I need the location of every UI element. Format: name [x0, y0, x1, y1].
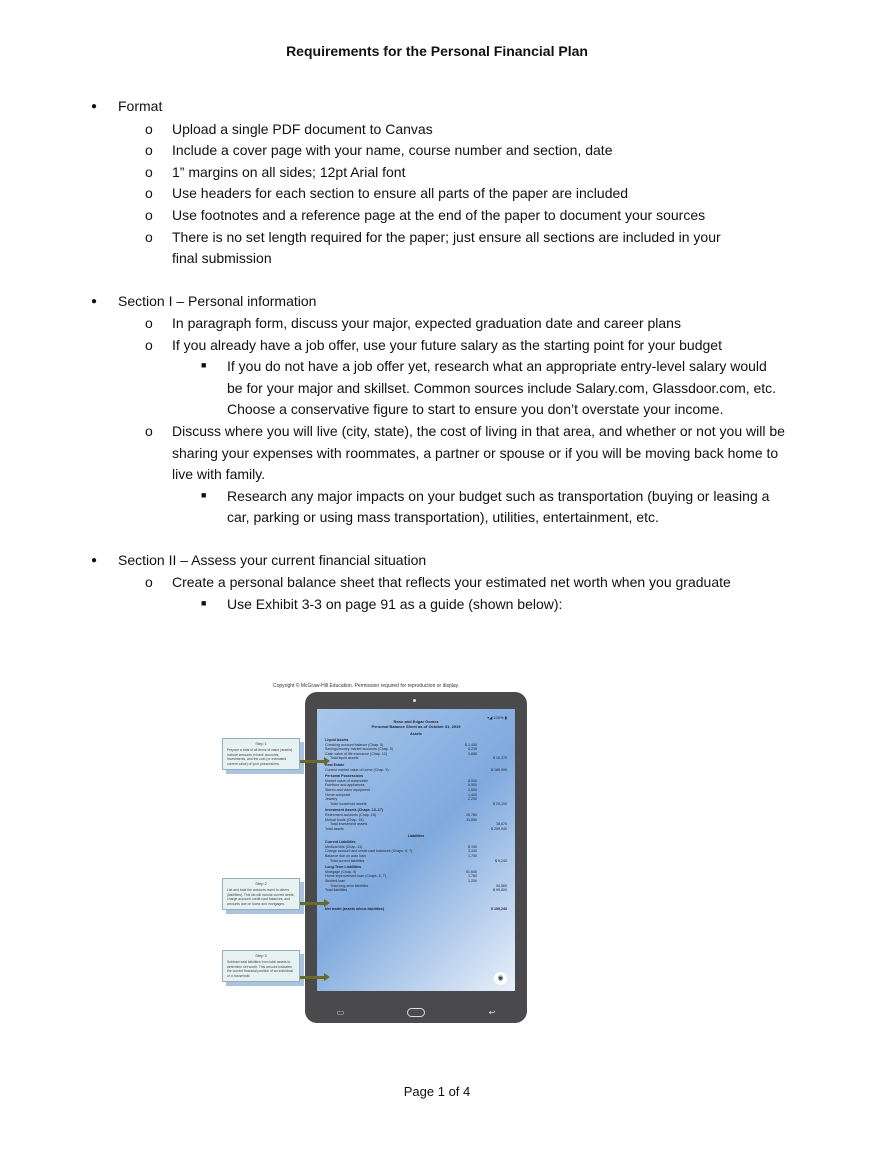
assets-heading: Assets [410, 732, 422, 736]
circle-bullet-icon: o [145, 422, 153, 439]
back-icon: ↩ [488, 1008, 496, 1017]
sheet-row [325, 859, 507, 864]
row-label: Student loan [325, 879, 346, 884]
recent-apps-icon: ▭ [336, 1008, 345, 1017]
row-amount: 5,900 [468, 783, 477, 788]
section-heading: Format [118, 98, 163, 114]
circle-bullet-icon: o [145, 336, 153, 353]
row-label: Liquid Assets [325, 738, 349, 742]
item-text: Use headers for each section to ensure all parts of the paper are included [172, 185, 629, 202]
row-label: Balance due on auto loan [325, 854, 366, 859]
row-amount: 1,200 [468, 879, 477, 884]
tablet-image [305, 692, 527, 1023]
item-text: Research any major impacts on your budget such as transportation (buying or leasing a car, parking or using mass transportation), utilities, entertainment, etc. [227, 487, 770, 526]
row-total: $ 5,240 [495, 858, 507, 863]
row-total: $ 20,100 [493, 801, 507, 806]
assets-list [325, 738, 507, 831]
row-amount: 1,750 [468, 854, 477, 859]
section-personal-information [0, 291, 785, 529]
row-amount: $ 1,450 [465, 742, 477, 747]
sheet-row [325, 768, 507, 773]
row-label: Total liabilities [325, 888, 348, 893]
row-label: Current Liabilities [325, 840, 356, 845]
section-financial-situation [0, 550, 780, 615]
square-bullet-icon: ■ [201, 489, 207, 500]
row-amount: 3,340 [468, 849, 477, 854]
step-3-box [222, 950, 300, 982]
battery-text: 100% [493, 715, 504, 720]
row-label: Current market value of home (Chap. 9) [325, 767, 389, 772]
list-item [0, 356, 785, 421]
bullet-icon: ● [91, 555, 98, 567]
row-total: $ 189,900 [491, 767, 507, 772]
item-text: Discuss where you will live (city, state), the cost of living in that area, and whether or not you will be sharing your expenses with roommates, a partner or spouse or if you will be moving back home to live with family. [172, 422, 785, 483]
row-label: Home improvement loan (Chaps. 6, 7) [325, 874, 386, 879]
circle-bullet-icon: o [145, 228, 153, 245]
row-label: Mortgage (Chap. 9) [325, 869, 357, 874]
arrow-icon [300, 976, 325, 979]
bullet-icon: ● [91, 296, 98, 308]
row-label: Total investment assets [330, 822, 368, 827]
item-text: Upload a single PDF document to Canvas [172, 120, 433, 137]
row-label: Mutual funds (Chap. 16) [325, 817, 364, 822]
row-label: Stereo and video equipment [325, 787, 370, 792]
row-amount: 5,235 [468, 747, 477, 752]
row-amount: 8,000 [468, 778, 477, 783]
copyright-notice: Copyright © McGraw-Hill Education. Permission required for reproduction or display. [273, 683, 460, 689]
row-amount [437, 859, 477, 864]
row-label: Jewelry [325, 797, 338, 802]
sheet-row [325, 827, 507, 832]
page-title: Requirements for the Personal Financial Plan [286, 43, 588, 59]
row-amount [437, 888, 477, 893]
camera-dot [413, 699, 416, 702]
row-label: Total assets [325, 826, 344, 831]
status-bar: ▾◢ 100% ▮ [487, 715, 507, 720]
row-label: Home computer [325, 792, 351, 797]
row-total: $ 159,240 [491, 906, 507, 911]
camera-icon: ◉ [494, 972, 507, 985]
circle-bullet-icon: o [145, 120, 153, 137]
arrow-icon [300, 760, 325, 763]
row-total: 38,670 [496, 822, 507, 827]
row-label: Total household assets [330, 801, 367, 806]
net-worth-row [325, 907, 507, 912]
row-label: Net worth (assets minus liabilities) [325, 906, 385, 911]
list-item [0, 119, 780, 141]
circle-bullet-icon: o [145, 163, 153, 180]
square-bullet-icon: ■ [201, 597, 207, 608]
row-amount: 1,400 [468, 792, 477, 797]
row-total: $ 99,800 [493, 888, 507, 893]
section-format [0, 96, 780, 270]
list-item [0, 486, 790, 529]
step-1-box [222, 738, 300, 770]
step-heading: Step 3 [255, 953, 267, 958]
row-amount: 11,890 [466, 817, 477, 822]
step-text: Subtract total liabilities from total assets to determine net worth. This amount indicates the current financial position of an individual or a household. [227, 960, 293, 978]
row-amount: $ 150 [468, 844, 477, 849]
row-label: Total current liabilities [330, 858, 365, 863]
step-2-box [222, 878, 300, 910]
sheet-row [325, 802, 507, 807]
step-heading: Step 2 [255, 881, 267, 886]
row-label: Investment Assets (Chaps. 13–17) [325, 808, 383, 813]
liabilities-heading: Liabilities [407, 834, 425, 839]
item-text: If you already have a job offer, use your future salary as the starting point for your budget [172, 336, 722, 353]
row-total: $ 10,370 [493, 756, 507, 761]
balance-sheet-screen [317, 709, 515, 991]
row-label: Real Estate [325, 762, 345, 767]
section-heading: Section I – Personal information [118, 293, 317, 310]
item-text: Use footnotes and a reference page at the end of the paper to document your sources [172, 206, 706, 223]
item-text: If you do not have a job offer yet, research what an appropriate entry-level salary would be for your major and skillset. Common sources include Salary.com, Glassdoor.com, etc. Choose a conservative figure to start to ensure you don’t overstate your income. [227, 358, 777, 418]
home-button-icon [407, 1008, 425, 1017]
row-label: Personal Possessions [325, 774, 364, 779]
list-item [0, 335, 730, 357]
circle-bullet-icon: o [145, 574, 153, 591]
row-amount: 2,600 [468, 787, 477, 792]
arrow-icon [300, 902, 325, 905]
list-item [0, 594, 780, 616]
sheet-name: Rose and Edgar Gomez [393, 719, 439, 724]
list-item [0, 421, 790, 486]
row-label: Savings/money market accounts (Chap. 5) [325, 747, 393, 752]
page-number: Page 1 of 4 [403, 1084, 471, 1099]
sheet-subtitle: Personal Balance Sheet as of October 31, 2019 [371, 724, 461, 729]
row-amount [437, 802, 477, 807]
circle-bullet-icon: o [145, 206, 153, 223]
sheet-row [325, 888, 507, 893]
list-item [0, 140, 780, 162]
item-text: Use Exhibit 3-3 on page 91 as a guide (shown below): [227, 595, 563, 612]
list-item [0, 205, 780, 227]
row-label: Checking account balance (Chap. 5) [325, 742, 384, 747]
item-text: Create a personal balance sheet that reflects your estimated net worth when you graduate [172, 574, 731, 591]
row-label: Furniture and appliances [325, 783, 365, 788]
row-amount: 26,780 [466, 812, 477, 817]
row-amount: 3,685 [468, 751, 477, 756]
list-item [0, 313, 780, 335]
row-amount: 2,200 [468, 797, 477, 802]
row-amount [437, 756, 477, 761]
row-label: Charge account and credit card balances (Chaps. 6, 7) [325, 849, 413, 854]
list-item [0, 183, 780, 205]
list-item [0, 572, 740, 594]
item-text: Include a cover page with your name, course number and section, date [172, 142, 613, 159]
row-label: Total long-term liabilities [330, 883, 369, 888]
row-label: Retirement accounts (Chap. 18) [325, 812, 376, 817]
step-text: Prepare a total of all items of value (assets). Include amounts in bank accounts, investments, and the cost (or estimated current value) of your possessions. [227, 748, 294, 766]
row-label: Total liquid assets [330, 756, 359, 761]
row-label: Cash value of life insurance (Chap. 12) [325, 751, 388, 756]
document-body [0, 96, 874, 637]
circle-bullet-icon: o [145, 314, 153, 331]
row-label: Long-Term Liabilities [325, 865, 362, 870]
bullet-icon: ● [91, 101, 98, 112]
row-amount [437, 768, 477, 773]
row-amount [437, 827, 477, 832]
row-total: 94,560 [496, 883, 507, 888]
row-total: $ 259,040 [491, 826, 507, 831]
row-label: Medical bills (Chap. 11) [325, 844, 363, 849]
square-bullet-icon: ■ [201, 360, 207, 371]
circle-bullet-icon: o [145, 185, 153, 202]
step-heading: Step 1 [255, 741, 267, 746]
tablet-nav-bar [305, 1008, 527, 1017]
circle-bullet-icon: o [145, 142, 153, 159]
row-amount: 91,600 [466, 869, 477, 874]
sheet-row [325, 756, 507, 761]
row-label: Market value of automobile [325, 778, 369, 783]
item-text: There is no set length required for the paper; just ensure all sections are included in your final submission [172, 228, 721, 267]
liabilities-list [325, 840, 507, 893]
item-text: In paragraph form, discuss your major, expected graduation date and career plans [172, 314, 681, 331]
item-text: 1” margins on all sides; 12pt Arial font [172, 163, 406, 180]
step-text: List and total the amounts owed to others (liabilities). This list will include current debts, charge account/ credit card balances, and amounts due on loans and mortgages. [227, 888, 295, 906]
row-amount: 1,760 [468, 874, 477, 879]
list-item [0, 227, 740, 270]
list-item [0, 162, 780, 184]
section-heading: Section II – Assess your current financial situation [118, 552, 427, 569]
